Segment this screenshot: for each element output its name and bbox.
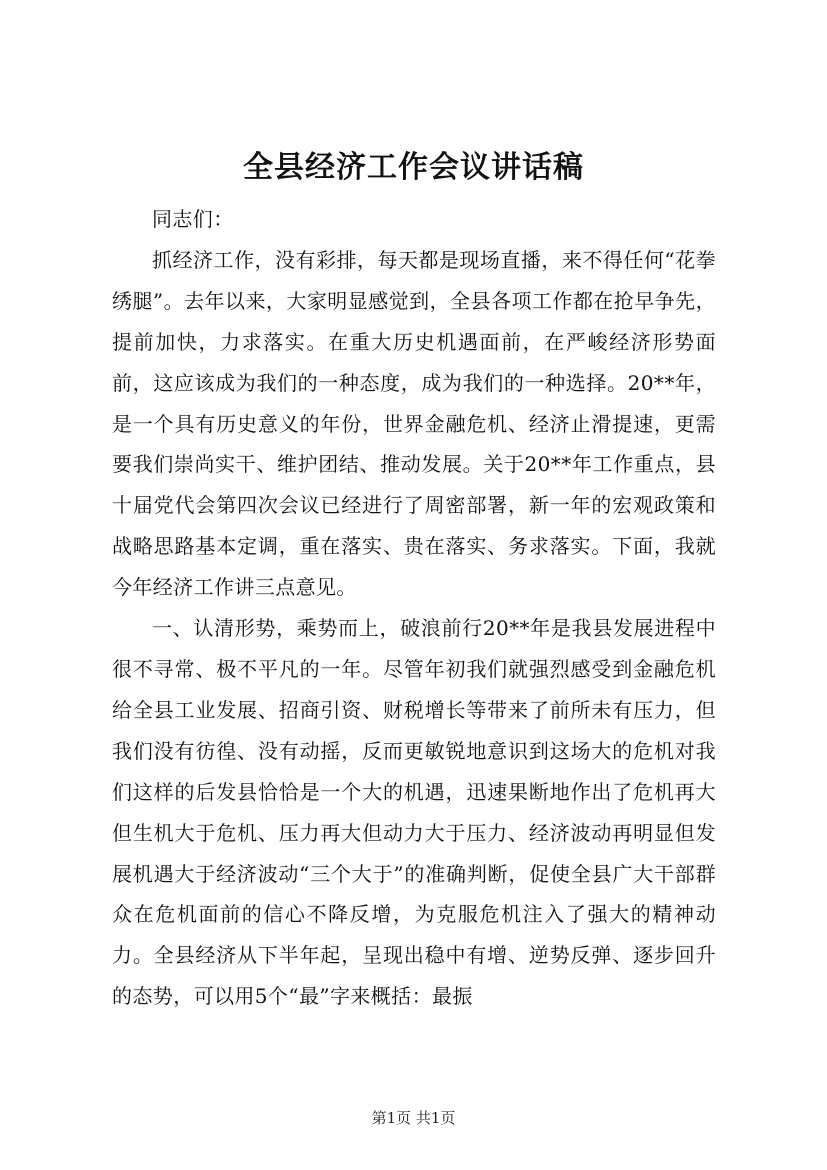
document-title: 全县经济工作会议讲话稿: [243, 150, 584, 185]
greeting: 同志们：: [152, 207, 234, 231]
page-footer: 第1页 共1页: [371, 1109, 456, 1127]
paragraph-section-one: 一、认清形势，乘势而上，破浪前行20**年是我县发展进程中很不寻常、极不平凡的一年。尽管年初我们就强烈感受到金融危机给全县工业发展、招商引资、财税增长等带来了前所未有压力，但我们没有彷徨、没有动摇，反而更敏锐地意识到这场大的危机对我们这样的后发县恰恰是一个大的机遇，迅速果断地作出了危机再大但生机大于危机、压力再大但动力大于压力、经济波动再明显但发展机遇大于经济波动“三个大于”的准确判断，促使全县广大干部群众在危机面前的信心不降反增，为克服危机注入了强大的精神动力。全县经济从下半年起，呈现出稳中有增、逆势反弹、逐步回升的态势，可以用5个“最”字来概括：最振: [112, 616, 716, 1009]
paragraph-intro: 抓经济工作，没有彩排，每天都是现场直播，来不得任何“花拳绣腿”。去年以来，大家明显感觉到，全县各项工作都在抢早争先，提前加快，力求落实。在重大历史机遇面前，在严峻经济形势面前，这应该成为我们的一种态度，成为我们的一种选择。20**年，是一个具有历史意义的年份，世界金融危机、经济止滑提速，更需要我们崇尚实干、维护团结、推动发展。关于20**年工作重点，县十届党代会第四次会议已经进行了周密部署，新一年的宏观政策和战略思路基本定调，重在落实、贵在落实、务求落实。下面，我就今年经济工作讲三点意见。: [112, 247, 716, 600]
document-body: [112, 199, 716, 1017]
